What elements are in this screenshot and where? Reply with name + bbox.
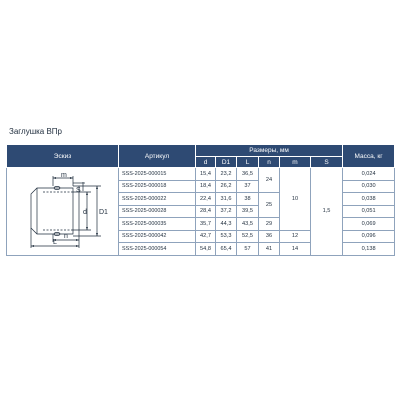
cell-mass: 0,024 (343, 168, 395, 181)
sketch-cell (7, 168, 119, 256)
header-sketch: Эскиз (7, 145, 119, 168)
cell-L: 57 (237, 243, 259, 256)
cell-L: 37 (237, 180, 259, 193)
cell-article: SSS-2025-000054 (119, 243, 196, 256)
cell-d: 15,4 (196, 168, 216, 181)
header-D1: D1 (216, 157, 237, 168)
cell-mass: 0,038 (343, 193, 395, 206)
cell-mass: 0,030 (343, 180, 395, 193)
page-title: Заглушка ВПр (9, 127, 62, 136)
cell-n: 25 (259, 193, 280, 218)
spec-table (6, 144, 395, 256)
cell-d: 54,8 (196, 243, 216, 256)
arrow-m-left (53, 177, 56, 179)
cell-mass: 0,096 (343, 230, 395, 243)
header-article: Артикул (119, 145, 196, 168)
arrow-d-top (86, 192, 88, 195)
cell-article: SSS-2025-000042 (119, 230, 196, 243)
cell-article: SSS-2025-000015 (119, 168, 196, 181)
cell-S: 1,5 (311, 168, 343, 256)
cell-d: 18,4 (196, 180, 216, 193)
cell-D1: 44,3 (216, 218, 237, 231)
cell-m: 10 (280, 168, 311, 231)
arrow-L-left (31, 245, 34, 247)
cell-mass: 0,138 (343, 243, 395, 256)
cell-n: 41 (259, 243, 280, 256)
label-L: L (52, 239, 57, 247)
cell-article: SSS-2025-000022 (119, 193, 196, 206)
cell-article: SSS-2025-000028 (119, 205, 196, 218)
header-S: S (311, 157, 343, 168)
cell-D1: 31,6 (216, 193, 237, 206)
arrow-L-right (76, 245, 79, 247)
cell-m: 12 (280, 230, 311, 243)
cell-D1: 53,3 (216, 230, 237, 243)
header-d: d (196, 157, 216, 168)
arrow-n-right (76, 239, 79, 241)
header-L: L (237, 157, 259, 168)
header-n: n (259, 157, 280, 168)
table-row (7, 168, 395, 181)
arrow-D1-top (96, 186, 98, 189)
cell-D1: 26,2 (216, 180, 237, 193)
header-mass: Масса, кг (343, 145, 395, 168)
cell-article: SSS-2025-000018 (119, 180, 196, 193)
cell-article: SSS-2025-000035 (119, 218, 196, 231)
cell-D1: 65,4 (216, 243, 237, 256)
cell-d: 28,4 (196, 205, 216, 218)
cell-d: 42,7 (196, 230, 216, 243)
header-m: m (280, 157, 311, 168)
cell-m: 14 (280, 243, 311, 256)
header-dimensions: Размеры, мм (196, 145, 343, 157)
cell-n: 24 (259, 168, 280, 193)
cell-mass: 0,051 (343, 205, 395, 218)
arrow-d-bottom (86, 227, 88, 230)
cell-n: 36 (259, 230, 280, 243)
arrow-m-right (70, 177, 73, 179)
cell-L: 38 (237, 193, 259, 206)
cell-L: 36,5 (237, 168, 259, 181)
cell-mass: 0,069 (343, 218, 395, 231)
plug-sketch-drawing (13, 172, 113, 250)
label-m: m (60, 172, 67, 180)
cell-D1: 23,2 (216, 168, 237, 181)
arrow-D1-bottom (96, 233, 98, 236)
label-D1: D1 (98, 209, 108, 217)
cell-n: 29 (259, 218, 280, 231)
cell-d: 22,4 (196, 193, 216, 206)
label-n: n (63, 233, 68, 241)
cell-L: 43,5 (237, 218, 259, 231)
label-d: d (82, 209, 87, 217)
cell-L: 52,5 (237, 230, 259, 243)
label-S: S (75, 187, 81, 195)
cell-L: 39,5 (237, 205, 259, 218)
cell-D1: 37,2 (216, 205, 237, 218)
cell-d: 35,7 (196, 218, 216, 231)
